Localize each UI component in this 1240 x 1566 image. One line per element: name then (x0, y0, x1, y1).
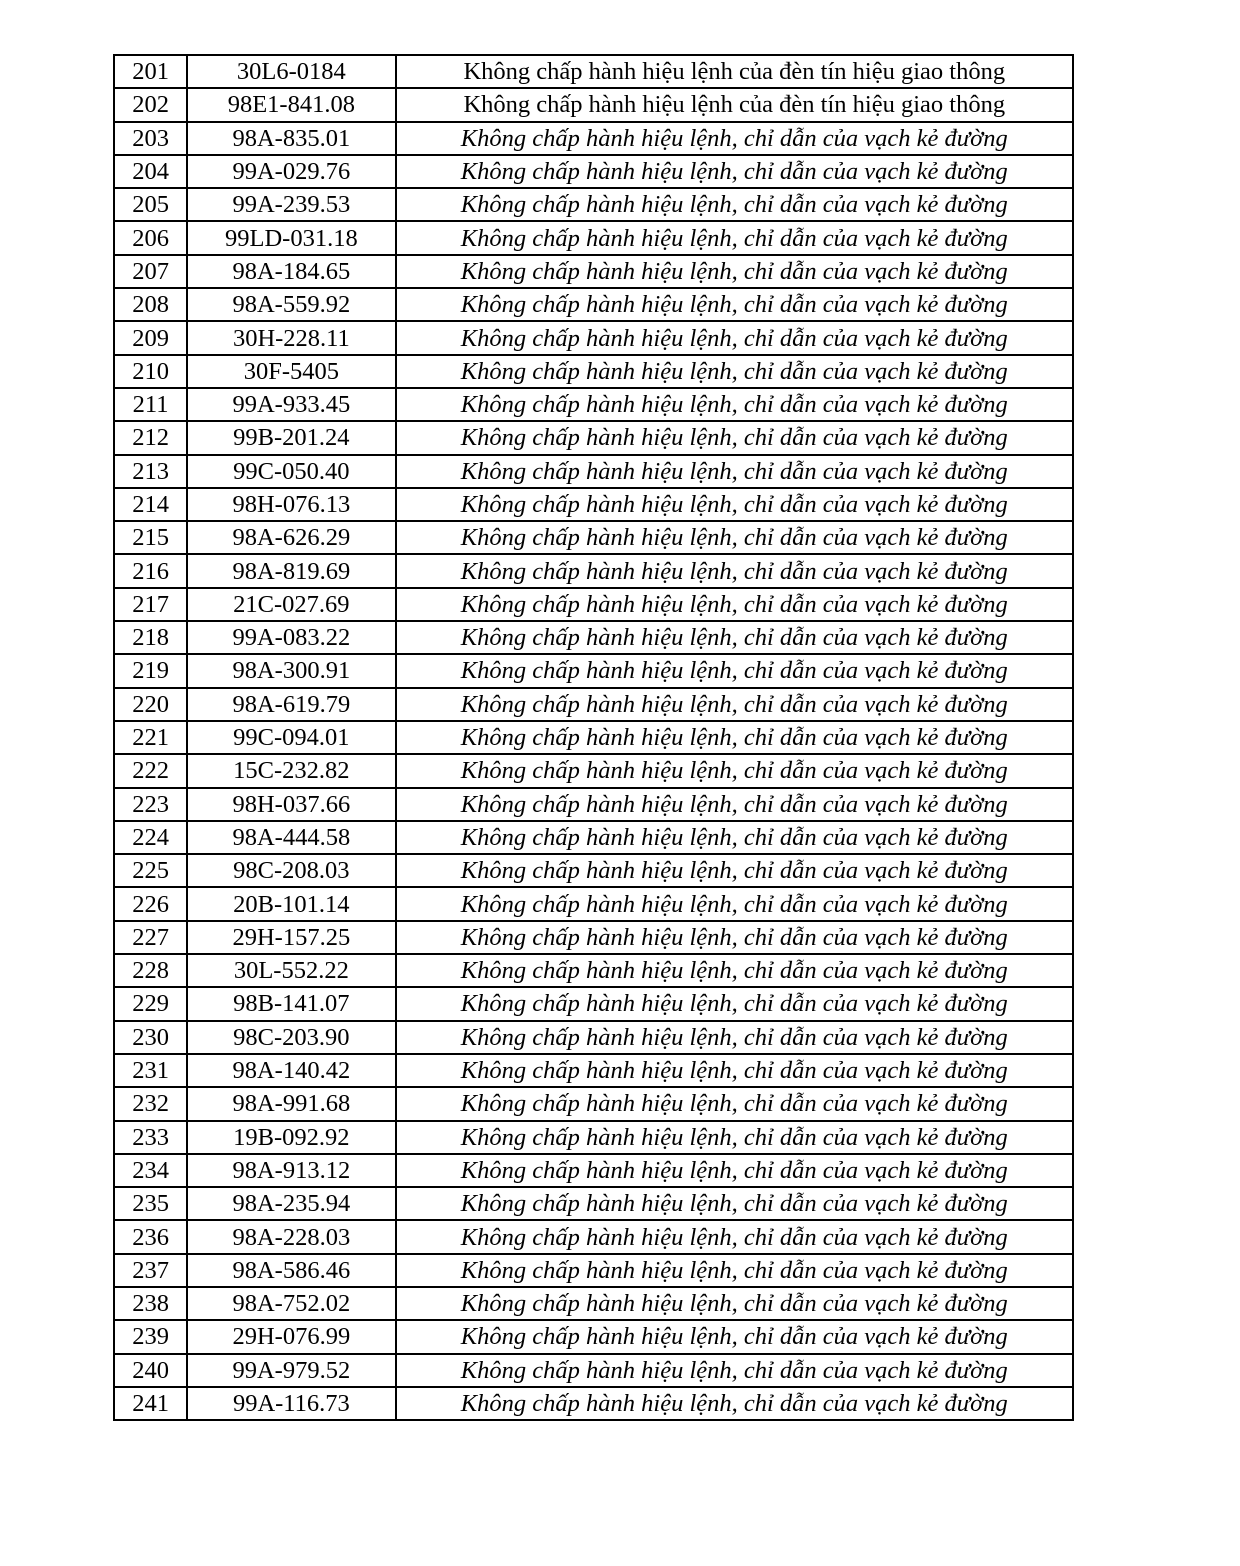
license-plate-cell: 99B-201.24 (187, 421, 395, 454)
table-row (114, 1220, 1073, 1253)
violation-cell: Không chấp hành hiệu lệnh, chỉ dẫn của vạch kẻ đường (396, 1087, 1073, 1120)
license-plate-cell: 15C-232.82 (187, 754, 395, 787)
violation-cell: Không chấp hành hiệu lệnh, chỉ dẫn của vạch kẻ đường (396, 1220, 1073, 1253)
row-number-cell: 226 (114, 887, 187, 920)
license-plate-cell: 98H-076.13 (187, 488, 395, 521)
table-row (114, 754, 1073, 787)
table-row (114, 654, 1073, 687)
row-number-cell: 223 (114, 788, 187, 821)
violation-cell: Không chấp hành hiệu lệnh, chỉ dẫn của vạch kẻ đường (396, 954, 1073, 987)
violation-cell: Không chấp hành hiệu lệnh, chỉ dẫn của vạch kẻ đường (396, 688, 1073, 721)
license-plate-cell: 30L-552.22 (187, 954, 395, 987)
violation-cell: Không chấp hành hiệu lệnh, chỉ dẫn của vạch kẻ đường (396, 887, 1073, 920)
row-number-cell: 224 (114, 821, 187, 854)
table-row (114, 987, 1073, 1020)
table-row (114, 88, 1073, 121)
license-plate-cell: 98A-991.68 (187, 1087, 395, 1120)
license-plate-cell: 98A-586.46 (187, 1254, 395, 1287)
license-plate-cell: 98A-235.94 (187, 1187, 395, 1220)
violation-cell: Không chấp hành hiệu lệnh, chỉ dẫn của vạch kẻ đường (396, 654, 1073, 687)
license-plate-cell: 30L6-0184 (187, 55, 395, 88)
violation-cell: Không chấp hành hiệu lệnh, chỉ dẫn của vạch kẻ đường (396, 1054, 1073, 1087)
violation-cell: Không chấp hành hiệu lệnh, chỉ dẫn của vạch kẻ đường (396, 221, 1073, 254)
license-plate-cell: 21C-027.69 (187, 588, 395, 621)
violation-cell: Không chấp hành hiệu lệnh, chỉ dẫn của vạch kẻ đường (396, 588, 1073, 621)
violation-cell: Không chấp hành hiệu lệnh, chỉ dẫn của vạch kẻ đường (396, 987, 1073, 1020)
row-number-cell: 219 (114, 654, 187, 687)
table-row (114, 921, 1073, 954)
violation-cell: Không chấp hành hiệu lệnh, chỉ dẫn của vạch kẻ đường (396, 355, 1073, 388)
violation-cell: Không chấp hành hiệu lệnh, chỉ dẫn của vạch kẻ đường (396, 1187, 1073, 1220)
row-number-cell: 230 (114, 1021, 187, 1054)
license-plate-cell: 98H-037.66 (187, 788, 395, 821)
table-row (114, 721, 1073, 754)
row-number-cell: 211 (114, 388, 187, 421)
license-plate-cell: 30H-228.11 (187, 321, 395, 354)
license-plate-cell: 98A-626.29 (187, 521, 395, 554)
violation-cell: Không chấp hành hiệu lệnh, chỉ dẫn của vạch kẻ đường (396, 1387, 1073, 1420)
violation-cell: Không chấp hành hiệu lệnh, chỉ dẫn của vạch kẻ đường (396, 1287, 1073, 1320)
table-row (114, 122, 1073, 155)
row-number-cell: 204 (114, 155, 187, 188)
row-number-cell: 225 (114, 854, 187, 887)
row-number-cell: 228 (114, 954, 187, 987)
row-number-cell: 236 (114, 1220, 187, 1253)
table-row (114, 854, 1073, 887)
row-number-cell: 237 (114, 1254, 187, 1287)
row-number-cell: 232 (114, 1087, 187, 1120)
license-plate-cell: 19B-092.92 (187, 1121, 395, 1154)
row-number-cell: 233 (114, 1121, 187, 1154)
table-row (114, 887, 1073, 920)
table-row (114, 188, 1073, 221)
violation-cell: Không chấp hành hiệu lệnh, chỉ dẫn của vạch kẻ đường (396, 388, 1073, 421)
violation-cell: Không chấp hành hiệu lệnh, chỉ dẫn của vạch kẻ đường (396, 754, 1073, 787)
violation-cell: Không chấp hành hiệu lệnh, chỉ dẫn của vạch kẻ đường (396, 621, 1073, 654)
license-plate-cell: 98E1-841.08 (187, 88, 395, 121)
row-number-cell: 205 (114, 188, 187, 221)
table-row (114, 1054, 1073, 1087)
violation-cell: Không chấp hành hiệu lệnh, chỉ dẫn của vạch kẻ đường (396, 321, 1073, 354)
violation-cell: Không chấp hành hiệu lệnh, chỉ dẫn của vạch kẻ đường (396, 1021, 1073, 1054)
table-row (114, 1287, 1073, 1320)
license-plate-cell: 98A-559.92 (187, 288, 395, 321)
table-row (114, 1154, 1073, 1187)
license-plate-cell: 98A-140.42 (187, 1054, 395, 1087)
row-number-cell: 235 (114, 1187, 187, 1220)
row-number-cell: 212 (114, 421, 187, 454)
row-number-cell: 227 (114, 921, 187, 954)
violation-cell: Không chấp hành hiệu lệnh, chỉ dẫn của vạch kẻ đường (396, 188, 1073, 221)
table-row (114, 55, 1073, 88)
table-row (114, 1121, 1073, 1154)
row-number-cell: 213 (114, 455, 187, 488)
license-plate-cell: 98A-913.12 (187, 1154, 395, 1187)
table-row (114, 821, 1073, 854)
violation-cell: Không chấp hành hiệu lệnh, chỉ dẫn của vạch kẻ đường (396, 721, 1073, 754)
violation-cell: Không chấp hành hiệu lệnh, chỉ dẫn của vạch kẻ đường (396, 488, 1073, 521)
violation-table (113, 54, 1074, 1421)
table-row (114, 554, 1073, 587)
license-plate-cell: 99A-979.52 (187, 1354, 395, 1387)
row-number-cell: 221 (114, 721, 187, 754)
violation-cell: Không chấp hành hiệu lệnh, chỉ dẫn của vạch kẻ đường (396, 288, 1073, 321)
license-plate-cell: 99A-083.22 (187, 621, 395, 654)
violation-cell: Không chấp hành hiệu lệnh, chỉ dẫn của vạch kẻ đường (396, 1154, 1073, 1187)
table-row (114, 488, 1073, 521)
license-plate-cell: 98A-835.01 (187, 122, 395, 155)
violation-cell: Không chấp hành hiệu lệnh, chỉ dẫn của vạch kẻ đường (396, 1121, 1073, 1154)
table-row (114, 221, 1073, 254)
violation-cell: Không chấp hành hiệu lệnh, chỉ dẫn của vạch kẻ đường (396, 1254, 1073, 1287)
license-plate-cell: 98A-444.58 (187, 821, 395, 854)
violation-cell: Không chấp hành hiệu lệnh, chỉ dẫn của vạch kẻ đường (396, 788, 1073, 821)
row-number-cell: 208 (114, 288, 187, 321)
violation-cell: Không chấp hành hiệu lệnh, chỉ dẫn của vạch kẻ đường (396, 255, 1073, 288)
license-plate-cell: 99LD-031.18 (187, 221, 395, 254)
row-number-cell: 238 (114, 1287, 187, 1320)
row-number-cell: 206 (114, 221, 187, 254)
row-number-cell: 218 (114, 621, 187, 654)
violation-cell: Không chấp hành hiệu lệnh, chỉ dẫn của vạch kẻ đường (396, 421, 1073, 454)
table-row (114, 688, 1073, 721)
row-number-cell: 222 (114, 754, 187, 787)
violation-cell: Không chấp hành hiệu lệnh, chỉ dẫn của vạch kẻ đường (396, 821, 1073, 854)
violation-cell: Không chấp hành hiệu lệnh của đèn tín hiệu giao thông (396, 55, 1073, 88)
violation-cell: Không chấp hành hiệu lệnh của đèn tín hiệu giao thông (396, 88, 1073, 121)
row-number-cell: 220 (114, 688, 187, 721)
table-row (114, 255, 1073, 288)
license-plate-cell: 99A-116.73 (187, 1387, 395, 1420)
license-plate-cell: 98C-203.90 (187, 1021, 395, 1054)
license-plate-cell: 99A-029.76 (187, 155, 395, 188)
table-row (114, 954, 1073, 987)
license-plate-cell: 98A-184.65 (187, 255, 395, 288)
violation-cell: Không chấp hành hiệu lệnh, chỉ dẫn của vạch kẻ đường (396, 455, 1073, 488)
table-body (114, 55, 1073, 1420)
license-plate-cell: 98A-300.91 (187, 654, 395, 687)
table-row (114, 355, 1073, 388)
row-number-cell: 216 (114, 554, 187, 587)
violation-cell: Không chấp hành hiệu lệnh, chỉ dẫn của vạch kẻ đường (396, 122, 1073, 155)
row-number-cell: 241 (114, 1387, 187, 1420)
table-row (114, 788, 1073, 821)
table-row (114, 621, 1073, 654)
license-plate-cell: 98A-228.03 (187, 1220, 395, 1253)
row-number-cell: 214 (114, 488, 187, 521)
license-plate-cell: 30F-5405 (187, 355, 395, 388)
license-plate-cell: 98C-208.03 (187, 854, 395, 887)
row-number-cell: 240 (114, 1354, 187, 1387)
table-row (114, 155, 1073, 188)
violation-cell: Không chấp hành hiệu lệnh, chỉ dẫn của vạch kẻ đường (396, 554, 1073, 587)
table-row (114, 321, 1073, 354)
table-row (114, 455, 1073, 488)
violation-cell: Không chấp hành hiệu lệnh, chỉ dẫn của vạch kẻ đường (396, 1320, 1073, 1353)
table-row (114, 1320, 1073, 1353)
table-row (114, 1087, 1073, 1120)
table-row (114, 1187, 1073, 1220)
row-number-cell: 231 (114, 1054, 187, 1087)
table-row (114, 521, 1073, 554)
license-plate-cell: 98A-819.69 (187, 554, 395, 587)
row-number-cell: 239 (114, 1320, 187, 1353)
violation-cell: Không chấp hành hiệu lệnh, chỉ dẫn của vạch kẻ đường (396, 921, 1073, 954)
table-row (114, 1021, 1073, 1054)
license-plate-cell: 20B-101.14 (187, 887, 395, 920)
violation-cell: Không chấp hành hiệu lệnh, chỉ dẫn của vạch kẻ đường (396, 1354, 1073, 1387)
table-row (114, 421, 1073, 454)
license-plate-cell: 29H-076.99 (187, 1320, 395, 1353)
table-row (114, 1254, 1073, 1287)
row-number-cell: 210 (114, 355, 187, 388)
row-number-cell: 203 (114, 122, 187, 155)
license-plate-cell: 98A-619.79 (187, 688, 395, 721)
table-row (114, 388, 1073, 421)
table-row (114, 288, 1073, 321)
row-number-cell: 234 (114, 1154, 187, 1187)
row-number-cell: 229 (114, 987, 187, 1020)
row-number-cell: 201 (114, 55, 187, 88)
license-plate-cell: 98A-752.02 (187, 1287, 395, 1320)
violation-cell: Không chấp hành hiệu lệnh, chỉ dẫn của vạch kẻ đường (396, 155, 1073, 188)
row-number-cell: 209 (114, 321, 187, 354)
violation-cell: Không chấp hành hiệu lệnh, chỉ dẫn của vạch kẻ đường (396, 854, 1073, 887)
license-plate-cell: 98B-141.07 (187, 987, 395, 1020)
license-plate-cell: 99C-094.01 (187, 721, 395, 754)
license-plate-cell: 99A-933.45 (187, 388, 395, 421)
row-number-cell: 217 (114, 588, 187, 621)
row-number-cell: 202 (114, 88, 187, 121)
license-plate-cell: 99A-239.53 (187, 188, 395, 221)
table-row (114, 588, 1073, 621)
row-number-cell: 207 (114, 255, 187, 288)
license-plate-cell: 29H-157.25 (187, 921, 395, 954)
row-number-cell: 215 (114, 521, 187, 554)
violation-cell: Không chấp hành hiệu lệnh, chỉ dẫn của vạch kẻ đường (396, 521, 1073, 554)
table-row (114, 1387, 1073, 1420)
license-plate-cell: 99C-050.40 (187, 455, 395, 488)
table-row (114, 1354, 1073, 1387)
